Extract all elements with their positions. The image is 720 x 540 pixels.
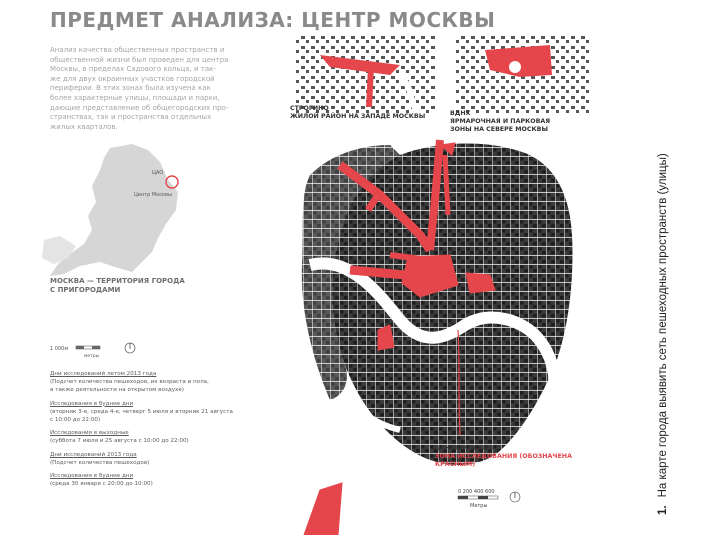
center-label: Центр Москвы [134,192,172,198]
moscow-map-caption [50,277,185,295]
label-strogino-sub: ЖИЛОЙ РАЙОН НА ЗАПАДЕ МОСКВЫ [290,113,426,120]
center-moscow-map [290,35,635,535]
cao-label: ЦАО [152,170,164,176]
caption-text: На карте города выявить сеть пешеходных пространств (улицы) [657,153,669,498]
scale-bar-left [50,340,150,362]
caption-number: 1. [657,505,669,515]
label-vdnh-title: ВДНХ [450,110,471,117]
scale-left-label: 1 000м [50,346,69,352]
note-head: Исследования в будние дни [50,473,134,480]
label-vdnh-sub2: ЗОНЫ НА СЕВЕРЕ МОСКВЫ [450,126,548,133]
scale-unit: Метры [470,503,488,509]
intro-line: более характерные улицы, площади и парки, [50,93,220,102]
intro-line: Анализ качества общественных пространств и [50,46,225,54]
intro-line: жилых кварталов. [50,122,118,131]
label-center-title: ЦЕНТР МОСКВЫ [435,445,495,452]
note-block [50,472,270,488]
moscow-region-shape [50,144,178,276]
note-block [50,370,270,395]
scale-ticks: 0 200 400 600 [458,489,495,495]
note-head: Исследования в выходные [50,430,129,437]
caption-line: С ПРИГОРОДАМИ [50,286,121,294]
intro-line: же для двух окраинных участков городской [50,74,215,83]
note-line: (вторник 3-е, среда 4-е, четверг 5 июля и вторник 21 августа [50,408,233,415]
page-title: ПРЕДМЕТ АНАЛИЗА: ЦЕНТР МОСКВЫ [50,8,496,32]
note-line: а также деятельности на открытом воздухе) [50,387,184,394]
intro-line: периферии. В этих зонах была изучена как [50,84,211,93]
note-block [50,429,270,445]
label-strogino [290,105,430,121]
note-block [50,451,270,467]
side-caption [655,0,720,540]
label-strogino-title: СТРОГИНО [290,105,329,112]
inset-map-vdnh [455,35,590,115]
moscow-region-map [40,140,215,280]
note-line: (суббота 7 июля и 25 августа с 10:00 до 22:00) [50,438,189,445]
label-vdnh-sub1: ЯРМАРОЧНАЯ И ПАРКОВАЯ [450,118,551,125]
scale-bar-center [458,489,520,509]
note-line: с 10:00 до 22:00) [50,417,101,424]
note-line: (среда 30 января с 20:00 до 10:00) [50,481,153,488]
intro-line: странствах, так и пространства отдельных [50,113,212,122]
note-head: Исследования в будние дни [50,400,134,407]
note-head: Дни исследований летом 2013 года [50,371,157,377]
intro-line: общественной жизни был проведен для центра [50,55,229,64]
inset-map-strogino [295,35,435,115]
intro-paragraph [50,46,265,132]
research-notes [50,370,270,493]
note-block [50,400,270,425]
label-center-sub: ЗОНА ИССЛЕДОВАНИЯ (ОБОЗНАЧЕНА КРАСНЫМ) [435,453,572,468]
note-line: (Подсчет количества пешеходов, их возраста и пола, [50,379,209,386]
note-head: Дни исследований 2013 года [50,451,137,458]
intro-line: Москвы, в пределах Садового кольца, и так- [50,65,216,74]
caption-line: МОСКВА — ТЕРРИТОРИЯ ГОРОДА [50,277,185,285]
scale-left-unit: метры [84,354,100,359]
intro-line: дающие представление об общегородских про- [50,103,229,112]
note-line: (Подсчет количества пешеходов) [50,459,150,466]
label-vdnh [450,110,600,134]
label-center [435,445,605,469]
